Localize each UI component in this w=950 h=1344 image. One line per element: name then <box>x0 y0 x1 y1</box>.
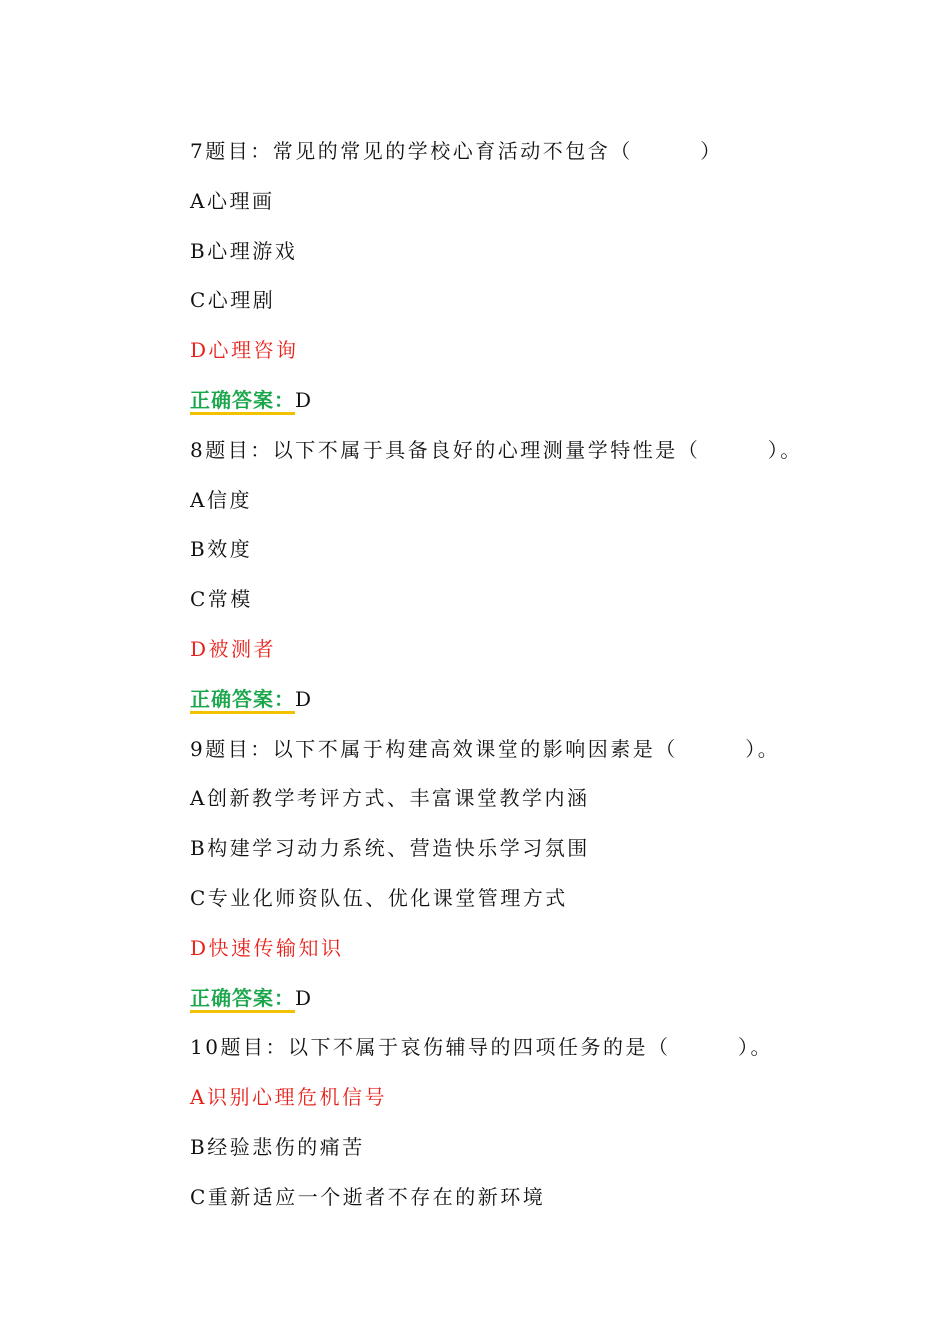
option-d-correct: D快速传输知识 <box>190 935 344 960</box>
option-d-correct: D被测者 <box>190 636 277 661</box>
option-a: A创新教学考评方式、丰富课堂教学内涵 <box>190 786 590 811</box>
answer-label: 正确答案： <box>190 388 295 415</box>
question-stem: 7题目：常见的常见的学校心育活动不包含（ ） <box>190 139 723 163</box>
option-a-correct: A识别心理危机信号 <box>190 1085 387 1110</box>
option-b: B经验悲伤的痛苦 <box>190 1134 365 1159</box>
option-c: C重新适应一个逝者不存在的新环境 <box>190 1184 546 1209</box>
answer-line <box>190 979 890 1029</box>
option-c: C专业化师资队伍、优化课堂管理方式 <box>190 885 568 910</box>
option-a: A心理画 <box>190 188 275 213</box>
answer-value: D <box>295 387 314 412</box>
answer-line <box>190 680 890 730</box>
option-b: B构建学习动力系统、营造快乐学习氛围 <box>190 836 590 861</box>
option-b: B效度 <box>190 537 253 562</box>
option-a: A信度 <box>190 487 252 512</box>
answer-value: D <box>295 686 314 711</box>
question-stem: 10题目：以下不属于哀伤辅导的四项任务的是（ ）。 <box>190 1035 773 1060</box>
answer-label: 正确答案： <box>190 986 295 1013</box>
option-c: C常模 <box>190 587 253 612</box>
quiz-content <box>190 132 890 1228</box>
option-b: B心理游戏 <box>190 238 298 263</box>
option-c: C心理剧 <box>190 288 276 313</box>
question-stem: 9题目：以下不属于构建高效课堂的影响因素是（ ）。 <box>190 736 781 761</box>
question-stem: 8题目：以下不属于具备良好的心理测量学特性是（ ）。 <box>190 437 803 462</box>
option-d-correct: D心理咨询 <box>190 338 299 363</box>
answer-label: 正确答案： <box>190 687 295 714</box>
answer-value: D <box>295 985 314 1010</box>
answer-line <box>190 381 890 431</box>
